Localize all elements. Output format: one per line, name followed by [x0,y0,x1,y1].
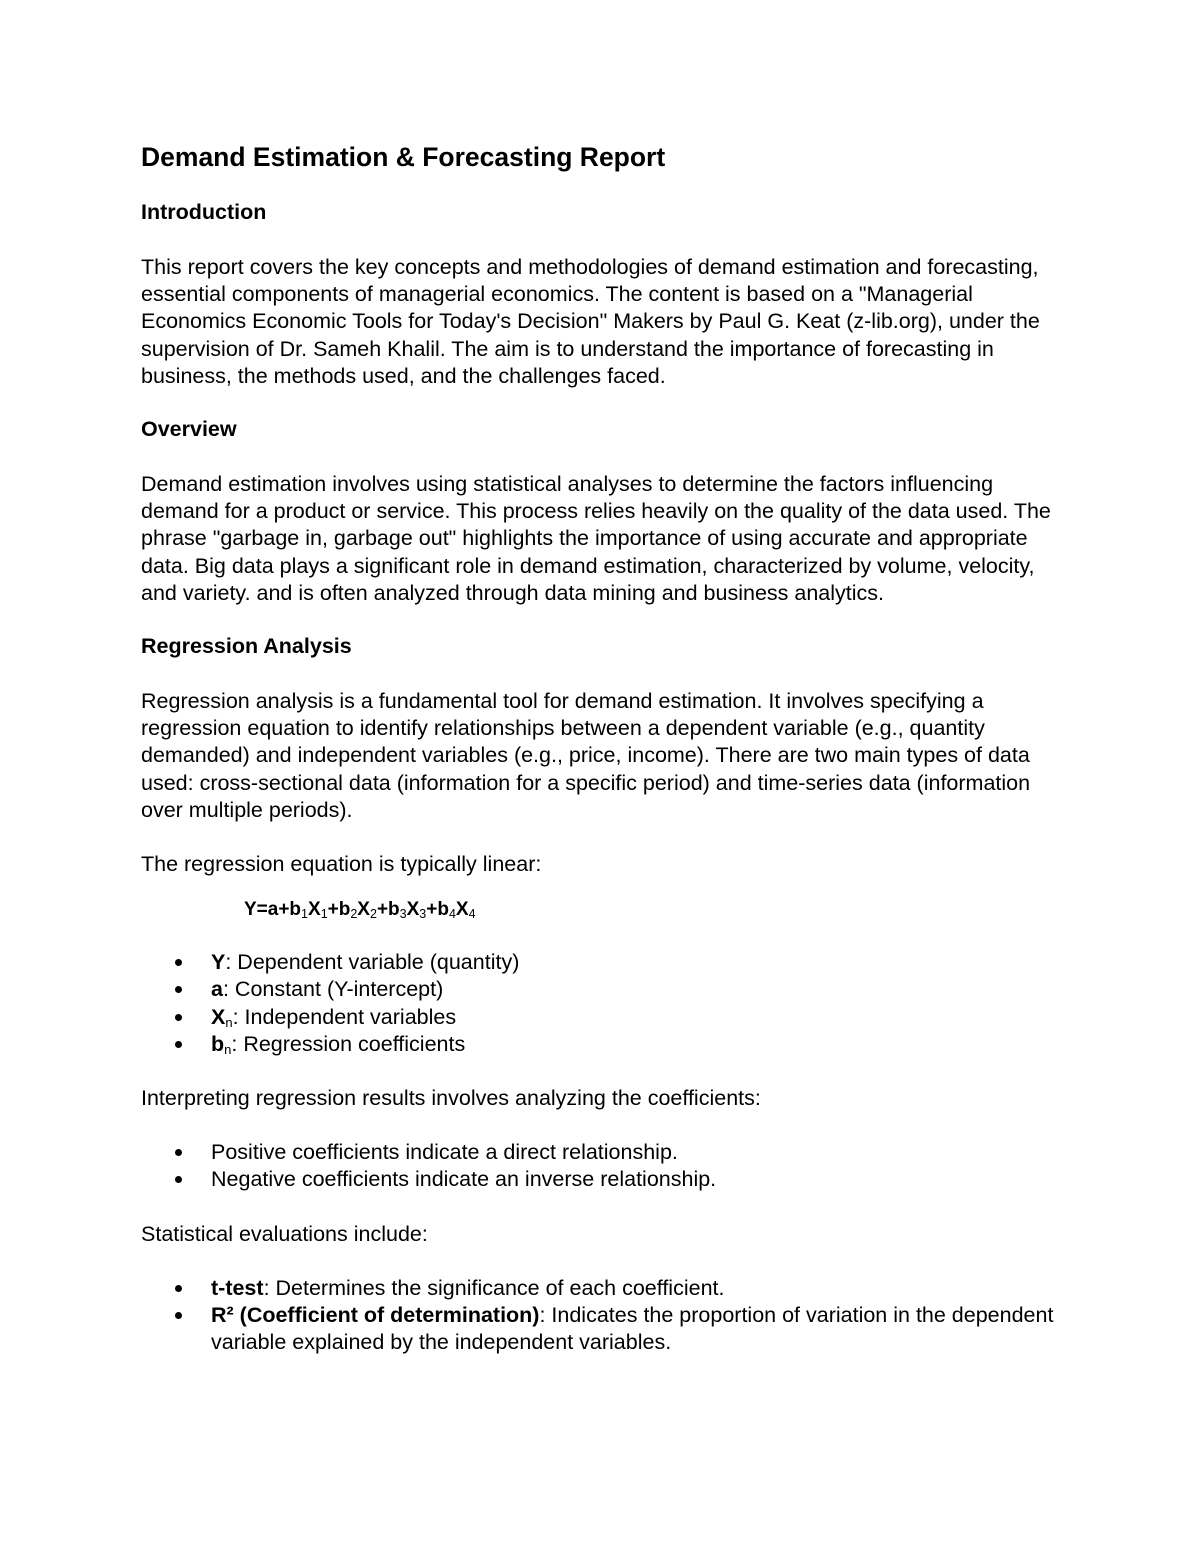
bullet-icon [175,1285,182,1292]
list-item: $b_n$: Regression coefficients [141,1031,1101,1058]
interpret-intro: Interpreting regression results involves analyzing the coefficients: [141,1086,761,1111]
list-item: a: Constant (Y-intercept) [141,976,1101,1003]
heading-overview: Overview [141,417,237,442]
list-item: R² (Coefficient of determination): Indicates the proportion of variation in the dependent variable explained by the independent variables. [141,1302,1101,1356]
stats-intro: Statistical evaluations include: [141,1221,428,1246]
paragraph-overview: Demand estimation involves using statistical analyses to determine the factors influencing demand for a product or service. This process relies heavily on the quality of the data used. The phrase "garbage in, garbage out" highlights the importance of using accurate and appropriate data. Big data plays a significant role in demand estimation, characterized by volume, velocity, and variety. and is often analyzed through data mining and business analytics. [141,472,1051,605]
bullet-icon [175,1176,182,1183]
bullet-icon [175,986,182,993]
definitions-list [141,949,1200,1058]
list-item: Y: Dependent variable (quantity) [141,949,1101,976]
interpret-list [141,1139,1200,1193]
bullet-icon [175,1149,182,1156]
paragraph-regression: Regression analysis is a fundamental tool for demand estimation. It involves specifying a regression equation to identify relationships between a dependent variable (e.g., quantity demanded) and independent variables (e.g., price, income). There are two main types of data used: cross-sectional data (information for a specific period) and time-series data (information over multiple periods). [141,689,1031,822]
bullet-icon [175,1041,182,1048]
heading-regression-analysis: Regression Analysis [141,634,352,659]
bullet-icon [175,1014,182,1021]
equation-intro: The regression equation is typically linear: [141,852,542,877]
list-item: $X_n$: Independent variables [141,1004,1101,1031]
list-item: Negative coefficients indicate an inverse relationship. [141,1166,1101,1193]
list-item: Positive coefficients indicate a direct relationship. [141,1139,1101,1166]
bullet-icon [175,1312,182,1319]
document-title: Demand Estimation & Forecasting Report [141,142,666,172]
heading-introduction: Introduction [141,200,267,224]
paragraph-introduction: This report covers the key concepts and methodologies of demand estimation and forecasting, essential components of managerial economics. The content is based on a "Managerial Economics Economic Tools for Today's Decision" Makers by Paul G. Keat (z-lib.org), under the supervision of Dr. Sameh Khalil. The aim is to understand the importance of forecasting in business, the methods used, and the challenges faced. [141,255,1040,388]
regression-equation: $Y=a+b_1X_1+b_2X_2+b_3X_3+b_4X_4$ [244,899,476,922]
bullet-icon [175,959,182,966]
stats-list [141,1275,1200,1357]
list-item: t-test: Determines the significance of each coefficient. [141,1275,1101,1302]
